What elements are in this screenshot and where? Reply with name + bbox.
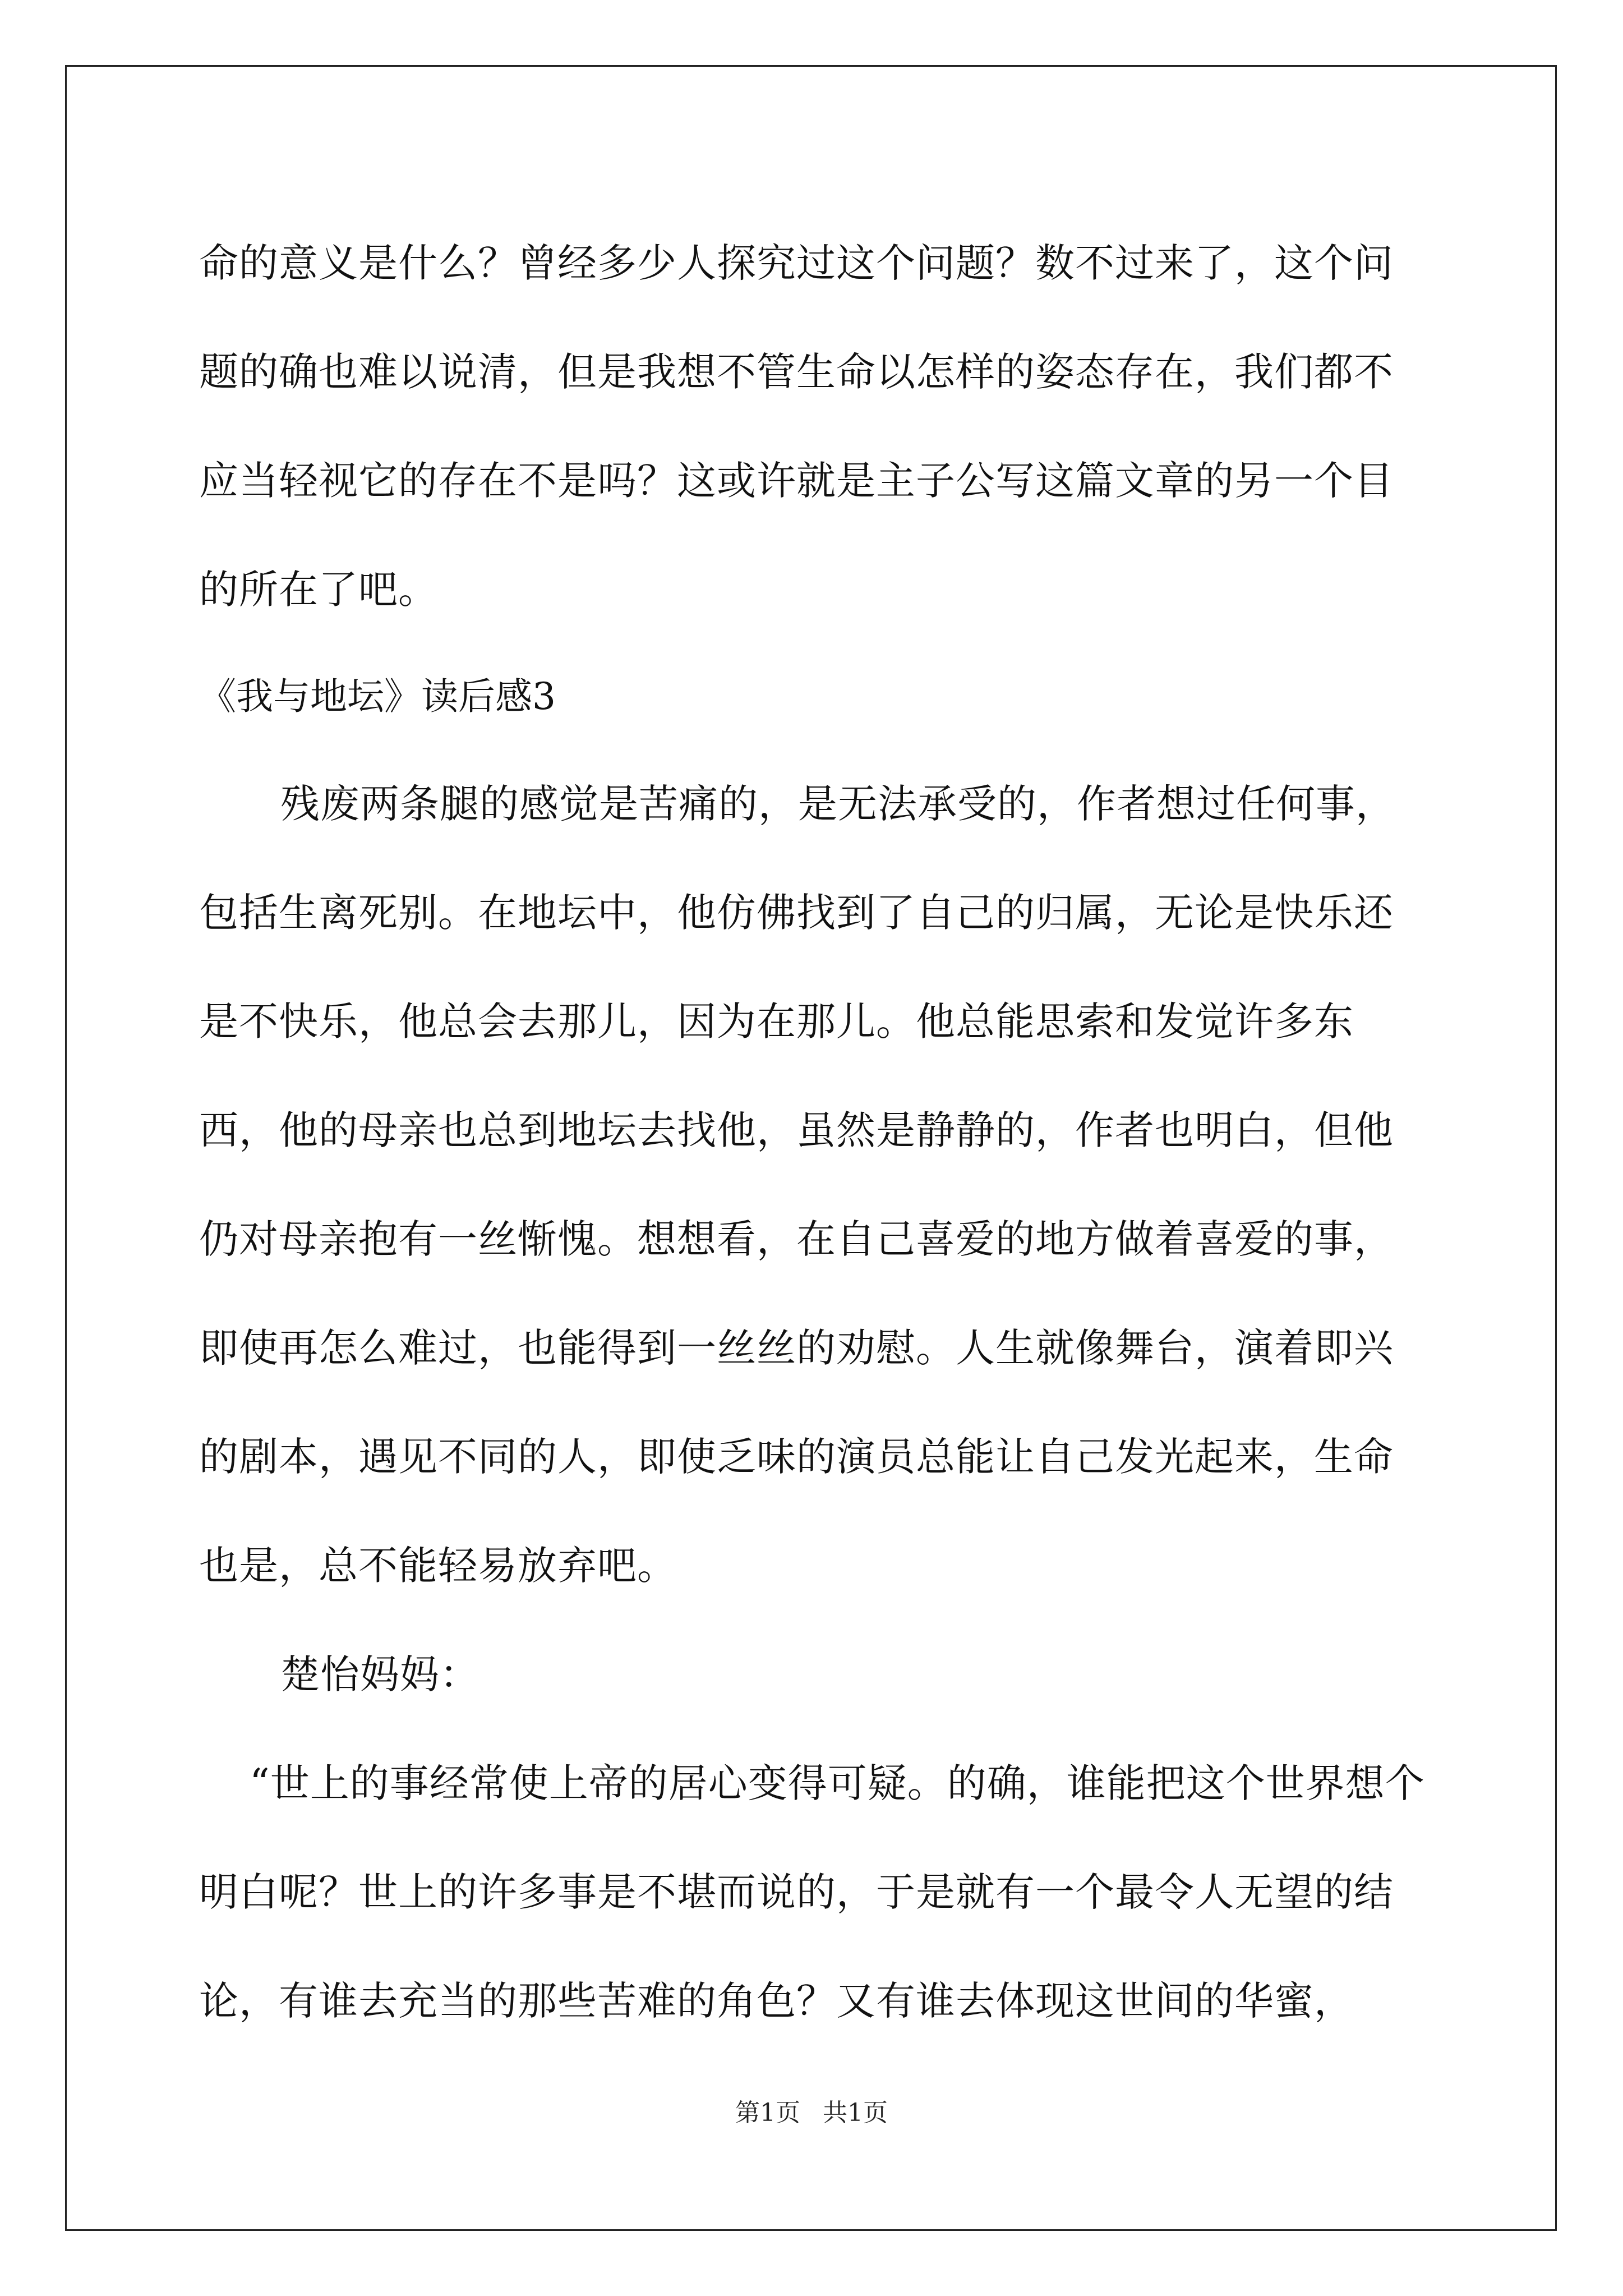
paragraph-continuation: 命的意义是什么？曾经多少人探究过这个问题？数不过来了，这个问题的确也难以说清，但是我想不管生命以怎样的姿态存在，我们都不应当轻视它的存在不是吗？这或许就是主子公写这篇文章的另一个目的所在了吧。	[199, 240, 1394, 613]
paragraph-quote: “世上的事经常使上帝的居心变得可疑。的确，谁能把这个世界想个明白呢？世上的许多事是不堪而说的，于是就有一个最令人无望的结论，有谁去充当的那些苦难的角色？又有谁去体现这世间的华蜜，	[199, 1760, 1425, 2024]
page-number-total: 共1页	[823, 2099, 888, 2127]
page-number-current: 第1页	[735, 2099, 800, 2127]
section-heading: 《我与地坛》读后感3	[199, 675, 556, 718]
page-footer	[0, 2092, 1623, 2128]
paragraph-body: 残废两条腿的感觉是苦痛的，是无法承受的，作者想过任何事，包括生离死别。在地坛中，他仿佛找到了自己的归属，无论是快乐还是不快乐，他总会去那儿，因为在那儿。他总能思索和发觉许多东西，他的母亲也总到地坛去找他，虽然是静静的，作者也明白，但他仍对母亲抱有一丝惭愧。想想看，在自己喜爱的地方做着喜爱的事，即使再怎么难过，也能得到一丝丝的劝慰。人生就像舞台，演着即兴的剧本，遇见不同的人，即使乏味的演员总能让自己发光起来，生命也是，总不能轻易放弃吧。	[199, 781, 1395, 1589]
paragraph-salutation: 楚怡妈妈：	[280, 1651, 479, 1697]
document-body	[199, 209, 1433, 2055]
